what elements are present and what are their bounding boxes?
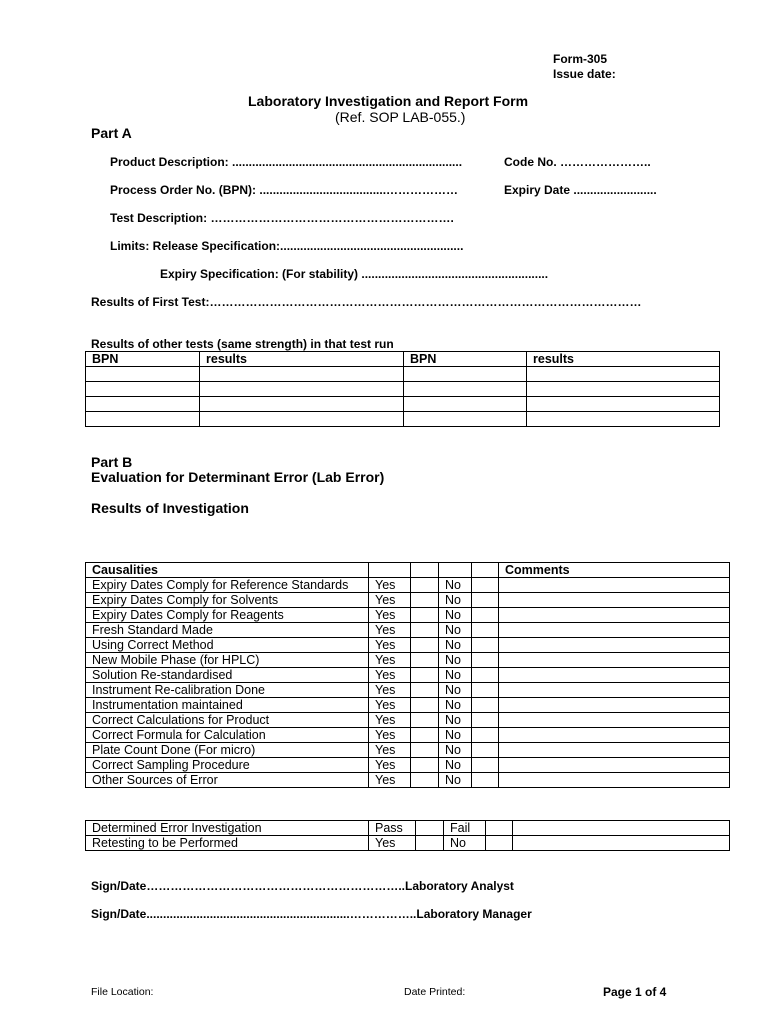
no-checkbox[interactable]	[472, 653, 499, 668]
determination-label: Determined Error Investigation	[86, 821, 369, 836]
table-row	[86, 743, 730, 758]
causality-label: Using Correct Method	[86, 638, 369, 653]
table-row	[86, 728, 730, 743]
manager-signature-field[interactable]: Sign/Date.............................................................……………..Laboratory Manager	[91, 907, 532, 921]
col-header-results-2: results	[527, 352, 720, 367]
causality-label: Instrumentation maintained	[86, 698, 369, 713]
comments-cell[interactable]	[499, 668, 730, 683]
table-cell[interactable]	[86, 412, 200, 427]
expiry-specification-field[interactable]: Expiry Specification: (For stability) ........................................................	[160, 267, 549, 281]
release-specification-field[interactable]: Limits: Release Specification:.......................................................	[110, 239, 464, 253]
results-of-investigation-heading: Results of Investigation	[91, 500, 249, 516]
table-cell[interactable]	[86, 367, 200, 382]
no-option: No	[439, 653, 472, 668]
table-header-row	[86, 352, 720, 367]
yes-option: Yes	[369, 608, 411, 623]
yes-option: Yes	[369, 773, 411, 788]
yes-checkbox[interactable]	[411, 578, 439, 593]
yes-option: Yes	[369, 638, 411, 653]
yes-option: Yes	[369, 743, 411, 758]
option-b-checkbox[interactable]	[486, 836, 513, 851]
table-header-row	[86, 563, 730, 578]
yes-checkbox[interactable]	[411, 728, 439, 743]
table-cell[interactable]	[404, 397, 527, 412]
part-a-heading: Part A	[91, 125, 132, 141]
no-checkbox[interactable]	[472, 578, 499, 593]
part-b-subheading: Evaluation for Determinant Error (Lab Error)	[91, 469, 385, 485]
causality-label: Instrument Re-calibration Done	[86, 683, 369, 698]
table-cell[interactable]	[86, 382, 200, 397]
no-checkbox[interactable]	[472, 683, 499, 698]
table-row	[86, 593, 730, 608]
table-cell[interactable]	[404, 367, 527, 382]
table-row	[86, 758, 730, 773]
option-b-checkbox[interactable]	[486, 821, 513, 836]
col-header-comments: Comments	[499, 563, 730, 578]
no-option: No	[439, 668, 472, 683]
no-option: No	[439, 608, 472, 623]
yes-checkbox[interactable]	[411, 608, 439, 623]
table-row	[86, 367, 720, 382]
table-cell[interactable]	[86, 397, 200, 412]
page-number: Page 1 of 4	[603, 985, 667, 999]
table-cell[interactable]	[200, 367, 404, 382]
causality-label: Other Sources of Error	[86, 773, 369, 788]
yes-checkbox[interactable]	[411, 773, 439, 788]
issue-date-label: Issue date:	[553, 67, 616, 81]
yes-option: Yes	[369, 653, 411, 668]
page-title: Laboratory Investigation and Report Form	[248, 93, 529, 109]
process-order-field[interactable]: Process Order No. (BPN): ......................................………………	[110, 183, 459, 197]
table-row	[86, 638, 730, 653]
comments-cell[interactable]	[499, 743, 730, 758]
yes-option: Yes	[369, 683, 411, 698]
no-checkbox[interactable]	[472, 713, 499, 728]
option-b: Fail	[444, 821, 486, 836]
col-header-yes	[369, 563, 411, 578]
no-option: No	[439, 713, 472, 728]
yes-checkbox[interactable]	[411, 593, 439, 608]
table-row	[86, 683, 730, 698]
no-option: No	[439, 743, 472, 758]
causality-label: Solution Re-standardised	[86, 668, 369, 683]
other-tests-table	[85, 351, 720, 427]
no-checkbox[interactable]	[472, 608, 499, 623]
no-option: No	[439, 578, 472, 593]
yes-option: Yes	[369, 758, 411, 773]
table-row	[86, 698, 730, 713]
option-a-checkbox[interactable]	[416, 821, 444, 836]
table-row	[86, 773, 730, 788]
comments-cell[interactable]	[499, 713, 730, 728]
yes-option: Yes	[369, 698, 411, 713]
table-row	[86, 836, 730, 851]
no-checkbox[interactable]	[472, 773, 499, 788]
no-checkbox[interactable]	[472, 593, 499, 608]
table-cell[interactable]	[404, 412, 527, 427]
no-option: No	[439, 623, 472, 638]
no-checkbox[interactable]	[472, 758, 499, 773]
causality-label: Correct Sampling Procedure	[86, 758, 369, 773]
yes-checkbox[interactable]	[411, 653, 439, 668]
table-row	[86, 653, 730, 668]
no-option: No	[439, 758, 472, 773]
yes-checkbox[interactable]	[411, 758, 439, 773]
col-header-no-box	[472, 563, 499, 578]
yes-option: Yes	[369, 578, 411, 593]
yes-option: Yes	[369, 623, 411, 638]
form-number: Form-305	[553, 52, 608, 66]
table-cell[interactable]	[200, 382, 404, 397]
yes-checkbox[interactable]	[411, 623, 439, 638]
table-row	[86, 382, 720, 397]
col-header-bpn-2: BPN	[404, 352, 527, 367]
option-a: Yes	[369, 836, 416, 851]
no-checkbox[interactable]	[472, 728, 499, 743]
no-option: No	[439, 638, 472, 653]
causality-label: Fresh Standard Made	[86, 623, 369, 638]
results-first-test-field[interactable]: Results of First Test:………………………………………………………………………………………………	[91, 295, 642, 309]
no-checkbox[interactable]	[472, 698, 499, 713]
causality-label: Plate Count Done (For micro)	[86, 743, 369, 758]
comments-cell[interactable]	[499, 593, 730, 608]
no-option: No	[439, 728, 472, 743]
table-cell[interactable]	[527, 382, 720, 397]
table-row	[86, 412, 720, 427]
causality-label: New Mobile Phase (for HPLC)	[86, 653, 369, 668]
table-cell[interactable]	[200, 412, 404, 427]
determination-label: Retesting to be Performed	[86, 836, 369, 851]
comments-cell[interactable]	[513, 821, 730, 836]
no-option: No	[439, 683, 472, 698]
comments-cell[interactable]	[499, 758, 730, 773]
comments-cell[interactable]	[499, 683, 730, 698]
table-cell[interactable]	[200, 397, 404, 412]
no-option: No	[439, 698, 472, 713]
table-row	[86, 397, 720, 412]
yes-option: Yes	[369, 713, 411, 728]
table-cell[interactable]	[404, 382, 527, 397]
yes-checkbox[interactable]	[411, 668, 439, 683]
analyst-signature-field[interactable]: Sign/Date………………………………………………………..Laboratory Analyst	[91, 879, 514, 893]
table-row	[86, 713, 730, 728]
comments-cell[interactable]	[499, 638, 730, 653]
expiry-date-field[interactable]: Expiry Date .........................	[504, 183, 657, 197]
no-checkbox[interactable]	[472, 668, 499, 683]
date-printed-label: Date Printed:	[404, 986, 466, 998]
yes-checkbox[interactable]	[411, 743, 439, 758]
option-b: No	[444, 836, 486, 851]
comments-cell[interactable]	[499, 608, 730, 623]
table-cell[interactable]	[527, 397, 720, 412]
table-cell[interactable]	[527, 367, 720, 382]
col-header-results: results	[200, 352, 404, 367]
table-row	[86, 623, 730, 638]
comments-cell[interactable]	[513, 836, 730, 851]
table-cell[interactable]	[527, 412, 720, 427]
product-description-field[interactable]: Product Description: .....................................................................	[110, 155, 463, 169]
option-a-checkbox[interactable]	[416, 836, 444, 851]
yes-checkbox[interactable]	[411, 683, 439, 698]
yes-checkbox[interactable]	[411, 698, 439, 713]
causality-label: Expiry Dates Comply for Solvents	[86, 593, 369, 608]
col-header-bpn: BPN	[86, 352, 200, 367]
yes-checkbox[interactable]	[411, 638, 439, 653]
comments-cell[interactable]	[499, 728, 730, 743]
other-tests-caption: Results of other tests (same strength) in that test run	[91, 337, 394, 351]
comments-cell[interactable]	[499, 653, 730, 668]
comments-cell[interactable]	[499, 773, 730, 788]
test-description-field[interactable]: Test Description: …………………………………………………….	[110, 211, 454, 225]
code-no-field[interactable]: Code No. …………………..	[504, 155, 651, 169]
table-row	[86, 668, 730, 683]
page-subtitle: (Ref. SOP LAB-055.)	[335, 109, 466, 125]
causality-label: Correct Calculations for Product	[86, 713, 369, 728]
col-header-no	[439, 563, 472, 578]
yes-option: Yes	[369, 728, 411, 743]
file-location-label: File Location:	[91, 986, 154, 998]
part-b-heading: Part B	[91, 454, 133, 470]
no-checkbox[interactable]	[472, 743, 499, 758]
causality-label: Expiry Dates Comply for Reagents	[86, 608, 369, 623]
no-checkbox[interactable]	[472, 623, 499, 638]
causalities-table	[85, 562, 730, 788]
determined-error-table	[85, 820, 730, 851]
comments-cell[interactable]	[499, 698, 730, 713]
col-header-yes-box	[411, 563, 439, 578]
comments-cell[interactable]	[499, 578, 730, 593]
table-row	[86, 578, 730, 593]
table-row	[86, 608, 730, 623]
no-option: No	[439, 773, 472, 788]
col-header-causalities: Causalities	[86, 563, 369, 578]
table-row	[86, 821, 730, 836]
no-option: No	[439, 593, 472, 608]
yes-option: Yes	[369, 668, 411, 683]
comments-cell[interactable]	[499, 623, 730, 638]
causality-label: Expiry Dates Comply for Reference Standards	[86, 578, 369, 593]
yes-checkbox[interactable]	[411, 713, 439, 728]
no-checkbox[interactable]	[472, 638, 499, 653]
yes-option: Yes	[369, 593, 411, 608]
option-a: Pass	[369, 821, 416, 836]
causality-label: Correct Formula for Calculation	[86, 728, 369, 743]
